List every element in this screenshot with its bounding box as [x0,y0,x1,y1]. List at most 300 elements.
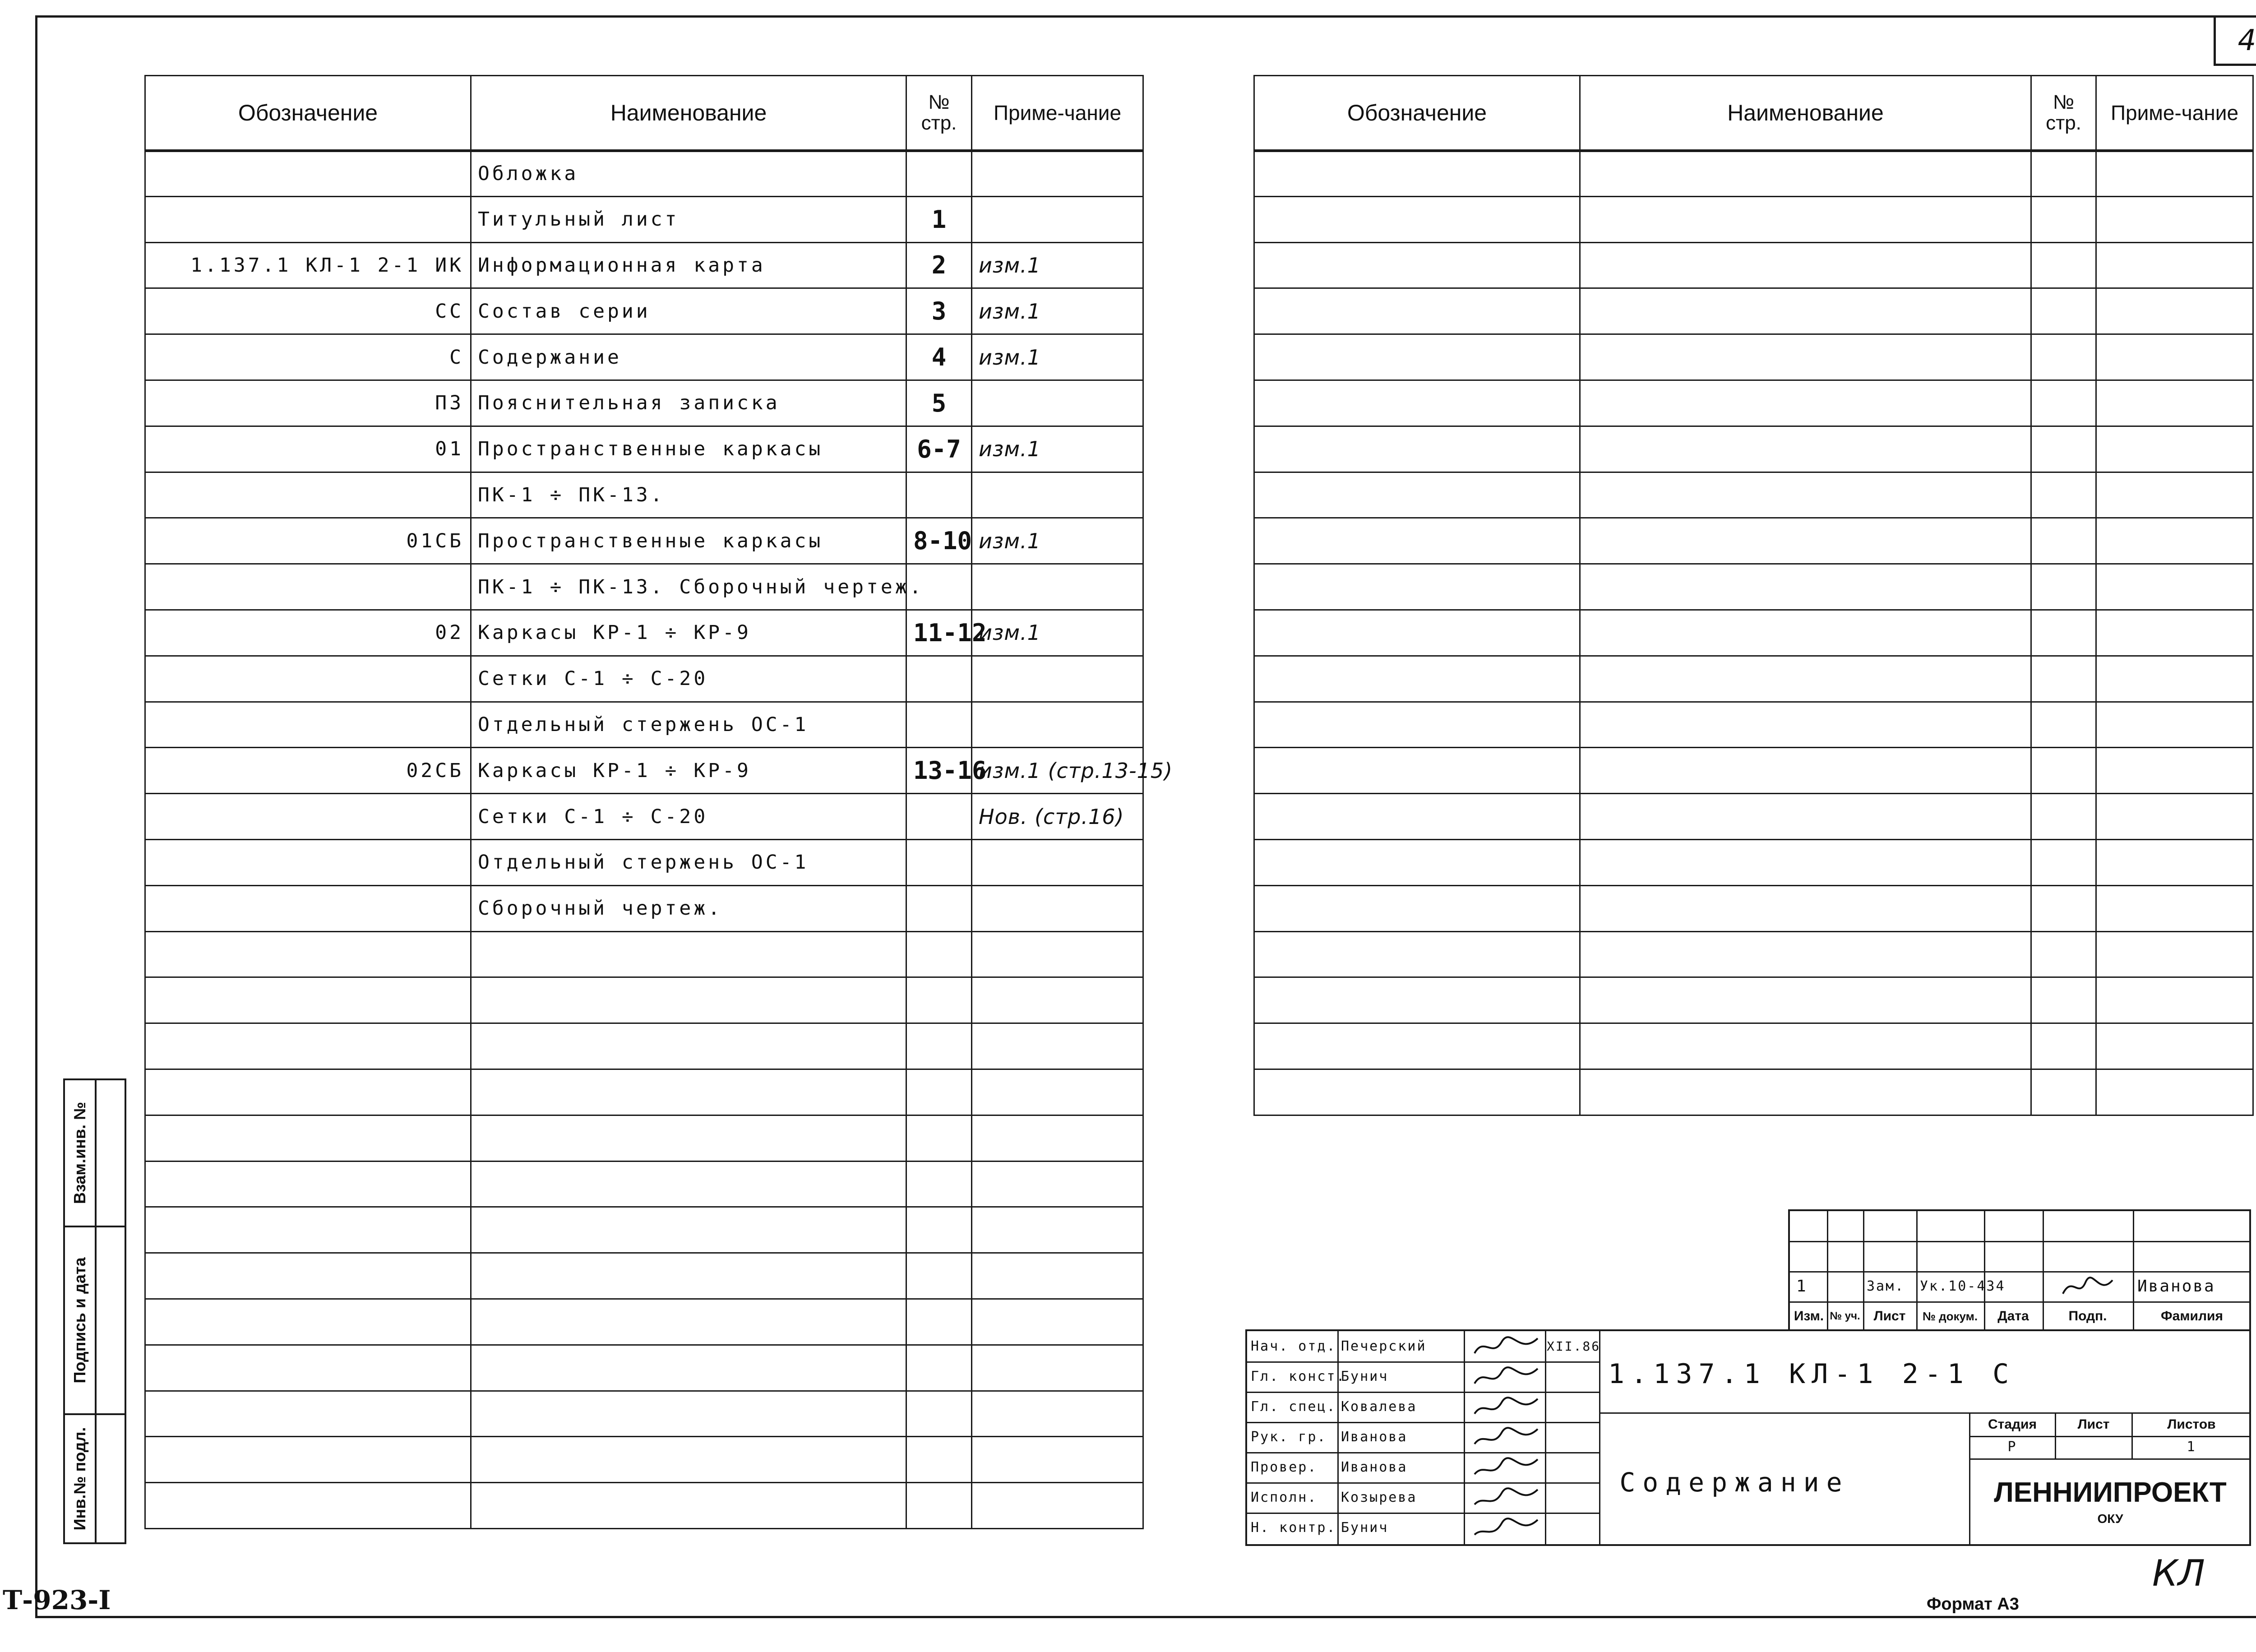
table-row [145,1299,1143,1345]
row-page: 6-7 [906,426,972,472]
row-designation [145,1069,471,1115]
row-name [471,1483,906,1529]
row-page [906,794,972,840]
row-designation [145,196,471,242]
signature-icon [1470,1333,1542,1360]
header-designation: Обозначение [145,76,471,151]
row-note: изм.1 [972,288,1143,334]
table-row [145,1023,1143,1069]
row-name: Титульный лист [471,196,906,242]
empty-cell [1254,288,1580,334]
document-title: Содержание [1619,1467,1849,1498]
table-row [145,518,1143,564]
table-row [1254,931,2253,977]
empty-cell [2031,380,2096,426]
row-name: Отдельный стержень ОС-1 [471,839,906,885]
row-page [906,1069,972,1115]
row-page [906,1437,972,1483]
empty-cell [1580,1023,2031,1069]
staff-role: Провер. [1251,1459,1318,1475]
rev-h-doc: № докум. [1922,1310,1978,1323]
row-note [972,380,1143,426]
row-designation [145,1483,471,1529]
row-note [972,1437,1143,1483]
empty-cell [1580,288,2031,334]
staff-role: Гл. конст. [1251,1369,1346,1384]
strip-original-inventory [63,1413,126,1544]
row-designation: 02 [145,610,471,656]
empty-cell [2031,794,2096,840]
row-name [471,1437,906,1483]
staff-date [1547,1482,1598,1513]
staff-name: Иванова [1341,1459,1408,1475]
empty-cell [2031,656,2096,702]
strip-label: Инв.№ подл. [70,1427,89,1531]
empty-cell [2031,931,2096,977]
row-note [972,196,1143,242]
row-designation [145,1023,471,1069]
sheet-header: Лист [2077,1417,2110,1432]
empty-cell [1254,931,1580,977]
table-row [145,151,1143,197]
table-row [145,885,1143,931]
empty-cell [2031,334,2096,380]
empty-cell [1580,794,2031,840]
signature-icon [1470,1393,1542,1421]
format-label: Формат А3 [1927,1595,2019,1614]
sheet-value [2057,1437,2131,1458]
row-name: ПК-1 ÷ ПК-13. [471,472,906,518]
staff-date [1547,1513,1598,1543]
empty-cell [2096,702,2253,748]
table-row [1254,1023,2253,1069]
rev-h-date: Дата [1997,1309,2029,1323]
empty-cell [2031,564,2096,610]
empty-cell [2096,931,2253,977]
row-designation: 1.137.1 КЛ-1 2-1 ИК [145,242,471,288]
row-note [972,839,1143,885]
empty-cell [2096,794,2253,840]
empty-cell [2096,839,2253,885]
empty-cell [2031,885,2096,931]
row-name: Сборочный чертеж. [471,885,906,931]
empty-cell [1580,610,2031,656]
row-designation: 01СБ [145,518,471,564]
empty-cell [2096,1023,2253,1069]
strip-signature-date [63,1226,126,1415]
empty-cell [2031,1069,2096,1115]
staff-name: Иванова [1341,1429,1408,1445]
row-name: Пространственные каркасы [471,426,906,472]
row-designation [145,1391,471,1437]
row-name: Состав серии [471,288,906,334]
header-name: Наименование [471,76,906,151]
row-designation [145,564,471,610]
rev-h-izm: Изм. [1794,1309,1824,1323]
empty-cell [1254,748,1580,794]
row-name [471,931,906,977]
row-page [906,1023,972,1069]
empty-cell [1254,426,1580,472]
staff-name: Ковалева [1341,1399,1417,1415]
empty-cell [1580,1069,2031,1115]
row-name: Обложка [471,151,906,197]
empty-cell [1254,472,1580,518]
empty-cell [1254,518,1580,564]
table-header [145,76,1143,151]
header-note: Приме-чание [972,76,1143,151]
row-note [972,702,1143,748]
table-row [145,426,1143,472]
row-note [972,656,1143,702]
empty-cell [2031,472,2096,518]
rev-kol [1831,1272,1862,1301]
row-page: 1 [906,196,972,242]
empty-cell [2031,839,2096,885]
empty-cell [2096,656,2253,702]
stage-value: Р [2007,1439,2017,1455]
row-note: изм.1 [972,242,1143,288]
table-row [1254,380,2253,426]
empty-cell [2096,426,2253,472]
empty-cell [2096,288,2253,334]
row-designation [145,702,471,748]
signature-icon [1470,1424,1542,1451]
table-row [145,1391,1143,1437]
sheet-number: 4 [2214,15,2256,66]
table-row [145,1437,1143,1483]
row-note [972,1023,1143,1069]
row-note [972,1391,1143,1437]
row-name: Каркасы КР-1 ÷ КР-9 [471,748,906,794]
empty-cell [2031,748,2096,794]
empty-cell [2031,426,2096,472]
table-row [145,380,1143,426]
empty-cell [2096,518,2253,564]
row-page [906,931,972,977]
table-row [1254,472,2253,518]
stage-header: Стадия [1988,1417,2037,1432]
row-designation: 01 [145,426,471,472]
table-row [145,656,1143,702]
table-row [1254,839,2253,885]
empty-cell [2096,242,2253,288]
header-name: Наименование [1580,76,2031,151]
table-row [1254,518,2253,564]
row-note [972,1253,1143,1299]
row-note [972,1299,1143,1345]
signature-icon [1470,1514,1542,1541]
signature-icon [1470,1363,1542,1390]
header-page: № стр. [2031,76,2096,151]
empty-cell [1580,839,2031,885]
table-row [145,794,1143,840]
row-page: 4 [906,334,972,380]
staff-role: Исполн. [1251,1490,1318,1505]
empty-cell [1254,151,1580,197]
header-note: Приме-чание [2096,76,2253,151]
row-designation [145,1437,471,1483]
empty-cell [2031,288,2096,334]
empty-cell [1254,702,1580,748]
empty-cell [1580,931,2031,977]
empty-cell [2096,380,2253,426]
table-row [145,1345,1143,1391]
signature-icon [1470,1454,1542,1481]
corner-note: КЛ [2152,1552,2205,1594]
contents-table-right [1253,75,2254,1116]
staff-name: Бунич [1341,1369,1389,1384]
empty-cell [1254,1023,1580,1069]
row-page [906,702,972,748]
empty-cell [1580,656,2031,702]
empty-cell [2031,977,2096,1023]
empty-cell [1580,334,2031,380]
table-row [1254,426,2253,472]
table-header [1254,76,2253,151]
empty-cell [2096,610,2253,656]
row-name [471,1115,906,1161]
empty-cell [2031,610,2096,656]
empty-cell [2096,1069,2253,1115]
row-name [471,1069,906,1115]
row-page [906,1299,972,1345]
series-code: Т-923-I [3,1585,111,1615]
staff-role: Нач. отд. [1251,1338,1336,1354]
empty-cell [1580,977,2031,1023]
strip-replacement-inventory [63,1078,126,1227]
table-row [145,748,1143,794]
contents-table-left [144,75,1173,1529]
empty-cell [1254,794,1580,840]
row-page [906,1345,972,1391]
table-row [145,564,1143,610]
row-note: Нов. (стр.16) [972,794,1143,840]
row-name [471,1391,906,1437]
row-name [471,1299,906,1345]
row-page [906,1161,972,1207]
strip-label: Подпись и дата [70,1257,89,1384]
row-page [906,1253,972,1299]
row-page [906,1391,972,1437]
rev-izm: 1 [1796,1277,1808,1296]
row-name [471,1161,906,1207]
table-row [145,977,1143,1023]
empty-cell [1580,151,2031,197]
row-designation [145,656,471,702]
row-name [471,1345,906,1391]
row-name: Информационная карта [471,242,906,288]
table-row [1254,656,2253,702]
row-designation: С [145,334,471,380]
empty-cell [1254,977,1580,1023]
empty-cell [2096,472,2253,518]
row-designation [145,1299,471,1345]
row-name [471,1207,906,1253]
organization-name: ЛЕННИИПРОЕКТ [1994,1477,2227,1508]
empty-cell [2096,748,2253,794]
row-page [906,839,972,885]
row-name: Отдельный стержень ОС-1 [471,702,906,748]
row-designation [145,1161,471,1207]
empty-cell [2031,1023,2096,1069]
rev-surname: Иванова [2137,1277,2215,1296]
table-row [1254,334,2253,380]
empty-cell [2096,885,2253,931]
row-page: 11-12 [906,610,972,656]
row-name [471,1023,906,1069]
empty-cell [1254,196,1580,242]
empty-cell [1580,426,2031,472]
table-row [145,242,1143,288]
table-row [1254,885,2253,931]
staff-date [1547,1392,1598,1422]
row-designation [145,1253,471,1299]
row-page: 2 [906,242,972,288]
rev-list: Зам. [1867,1278,1905,1294]
staff-name: Бунич [1341,1520,1389,1536]
empty-cell [2096,151,2253,197]
row-name [471,977,906,1023]
empty-cell [1580,564,2031,610]
row-note [972,564,1143,610]
row-note: изм.1 (стр.13-15) [972,748,1143,794]
row-page [906,885,972,931]
row-note [972,1161,1143,1207]
rev-h-list: Лист [1873,1309,1906,1323]
document-designation: 1.137.1 КЛ-1 2-1 С [1608,1358,2016,1390]
staff-date: XII.86 [1547,1339,1601,1354]
table-row [145,1483,1143,1529]
row-note [972,1069,1143,1115]
empty-cell [2031,242,2096,288]
row-note [972,885,1143,931]
staff-role: Рук. гр. [1251,1429,1327,1445]
row-note: изм.1 [972,518,1143,564]
staff-date [1547,1422,1598,1452]
signature-icon [2061,1273,2115,1300]
table-row [145,1161,1143,1207]
empty-cell [1580,196,2031,242]
empty-cell [2031,518,2096,564]
row-note: изм.1 [972,610,1143,656]
rev-doc: Ук.10-434 [1920,1278,2006,1294]
empty-cell [1254,839,1580,885]
row-note [972,1115,1143,1161]
table-row [145,702,1143,748]
header-page: № стр. [906,76,972,151]
revision-block [1788,1209,2251,1331]
row-page [906,656,972,702]
row-designation: СС [145,288,471,334]
row-page: 8-10 [906,518,972,564]
rev-h-kol: № уч. [1830,1310,1860,1322]
header-designation: Обозначение [1254,76,1580,151]
sheets-value: 1 [2187,1439,2196,1455]
row-name: Сетки С-1 ÷ С-20 [471,794,906,840]
empty-cell [1580,472,2031,518]
empty-cell [1254,1069,1580,1115]
title-block [1245,1329,2251,1546]
table-row [145,610,1143,656]
row-name: Содержание [471,334,906,380]
empty-cell [2096,334,2253,380]
empty-cell [2031,151,2096,197]
signature-icon [1470,1484,1542,1511]
table-row [1254,794,2253,840]
row-note: изм.1 [972,334,1143,380]
empty-cell [1580,380,2031,426]
empty-cell [1254,885,1580,931]
row-note [972,1345,1143,1391]
row-name: Каркасы КР-1 ÷ КР-9 [471,610,906,656]
row-designation [145,151,471,197]
table-row [145,1207,1143,1253]
empty-cell [1254,656,1580,702]
empty-cell [1580,885,2031,931]
empty-cell [2096,977,2253,1023]
table-row [145,1069,1143,1115]
row-designation [145,1115,471,1161]
table-row [145,1253,1143,1299]
empty-cell [2031,702,2096,748]
empty-cell [1254,380,1580,426]
empty-cell [1254,564,1580,610]
row-designation [145,931,471,977]
table-row [1254,151,2253,197]
empty-cell [2031,196,2096,242]
row-designation: ПЗ [145,380,471,426]
table-row [145,931,1143,977]
row-designation [145,977,471,1023]
rev-h-sign: Подп. [2068,1309,2107,1323]
row-page: 5 [906,380,972,426]
empty-cell [1580,702,2031,748]
table-row [145,839,1143,885]
row-note [972,1483,1143,1529]
table-row [1254,564,2253,610]
row-name: Пространственные каркасы [471,518,906,564]
empty-cell [1580,518,2031,564]
row-designation [145,794,471,840]
empty-cell [2096,196,2253,242]
table-row [1254,610,2253,656]
table-row [145,1115,1143,1161]
empty-cell [1580,748,2031,794]
row-designation [145,885,471,931]
staff-role: Н. контр. [1251,1520,1336,1536]
staff-date [1547,1452,1598,1482]
table-row [145,472,1143,518]
row-note [972,151,1143,197]
row-name: Сетки С-1 ÷ С-20 [471,656,906,702]
row-designation [145,472,471,518]
row-designation [145,839,471,885]
staff-name: Козырева [1341,1490,1417,1505]
table-row [1254,1069,2253,1115]
table-row [1254,977,2253,1023]
row-designation [145,1207,471,1253]
row-page [906,977,972,1023]
row-name: Пояснительная записка [471,380,906,426]
row-note [972,977,1143,1023]
row-note [972,931,1143,977]
row-page [906,472,972,518]
empty-cell [1254,242,1580,288]
staff-role: Гл. спец. [1251,1399,1336,1415]
row-note [972,472,1143,518]
row-page [906,1483,972,1529]
